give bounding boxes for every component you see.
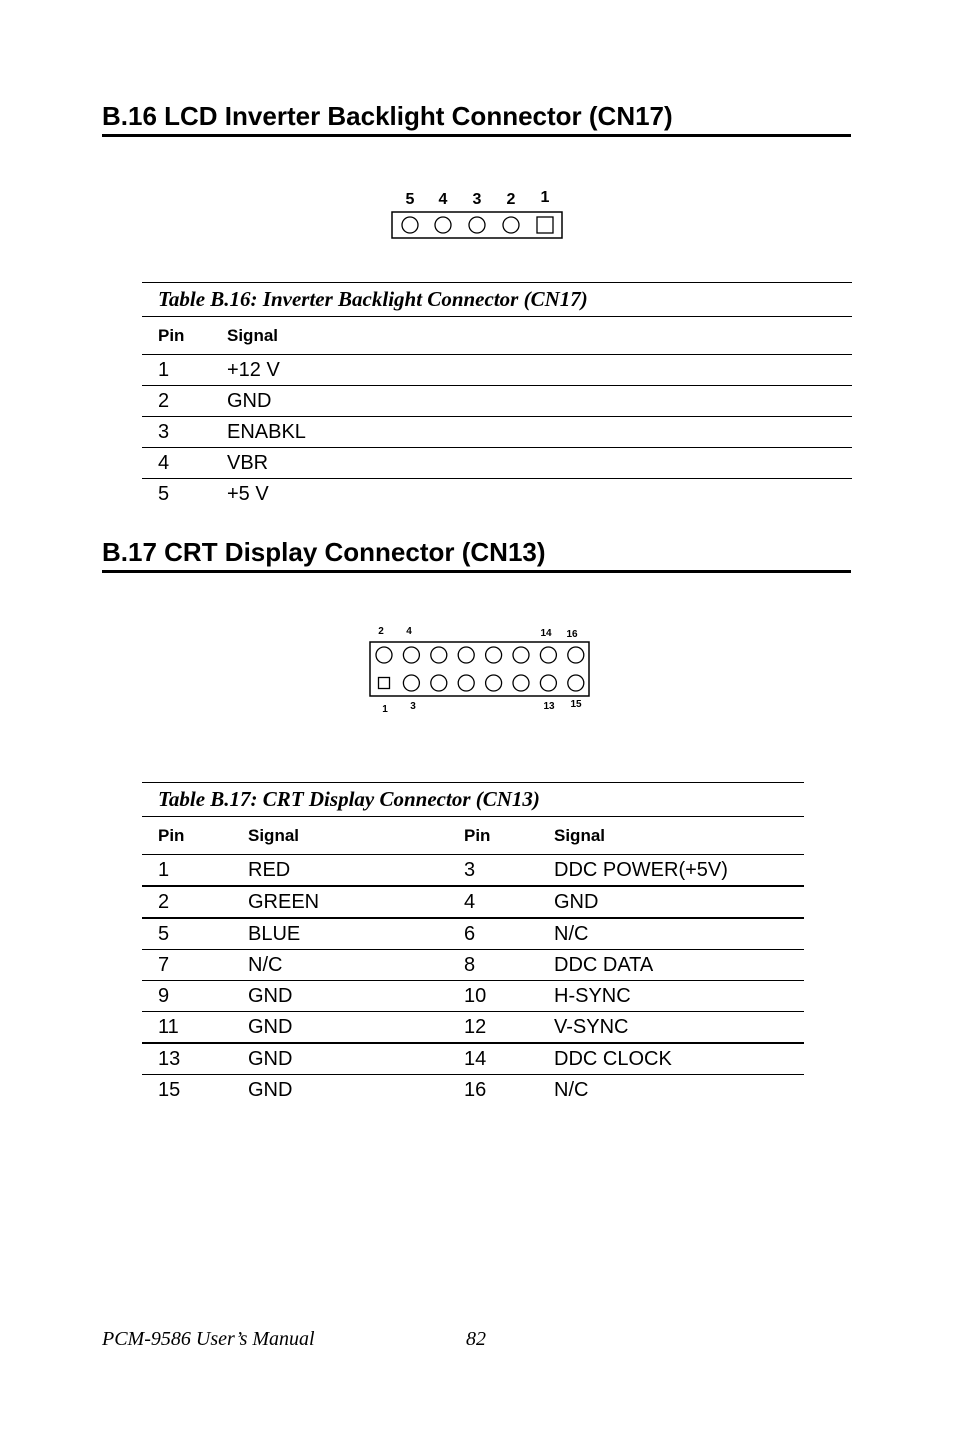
column-header-signal: Signal [538,817,804,855]
table-row [142,1012,804,1044]
signal-cell: V-SYNC [538,1012,804,1044]
pin-cell: 12 [448,1012,538,1044]
signal-cell: DDC DATA [538,950,804,981]
cn13-pin [568,675,584,691]
signal-cell: GND [538,886,804,918]
cn17-pin-1-square [537,217,553,233]
cn13-pin [486,675,502,691]
table-row [142,855,804,887]
pin-cell: 8 [448,950,538,981]
pin-cell: 11 [142,1012,232,1044]
section-title-b17: B.17 CRT Display Connector (CN13) [102,537,851,573]
cn13-pin [513,647,529,663]
pin-cell: 6 [448,918,538,950]
signal-cell: H-SYNC [538,981,804,1012]
table-row [142,1075,804,1106]
signal-cell: N/C [232,950,448,981]
signal-cell: GND [211,386,852,417]
column-header-signal: Signal [232,817,448,855]
cn17-pin-table [142,282,852,509]
pin-cell: 14 [448,1043,538,1075]
cn13-pin [486,647,502,663]
cn17-pin [503,217,519,233]
pin-cell: 7 [142,950,232,981]
signal-cell: N/C [554,1078,589,1101]
footer-page-number: 82 [466,1328,486,1350]
table-row [142,950,804,981]
column-header-pin: Pin [142,317,211,355]
cn13-pin [376,647,392,663]
table-row [142,981,804,1012]
cn13-bottom-label: 15 [570,699,582,710]
signal-cell: ENABKL [211,417,852,448]
cn13-pin [540,647,556,663]
cn13-top-label: 16 [566,629,578,640]
cn13-bottom-label: 13 [543,701,555,712]
signal-cell: +12 V [211,355,852,386]
cn17-pin-label: 2 [506,191,516,208]
cn13-pin [403,647,419,663]
cn13-pin [403,675,419,691]
pin-cell: 10 [448,981,538,1012]
column-header-pin: Pin [448,817,538,855]
cn13-top-label: 4 [406,626,412,637]
cn17-pin-label: 4 [438,191,448,208]
section-title-b16: B.16 LCD Inverter Backlight Connector (CN17) [102,101,851,137]
footer-manual-title: PCM-9586 User’s Manual [102,1328,315,1350]
table-caption: Table B.16: Inverter Backlight Connector (CN17) [142,283,852,317]
cn13-bottom-label: 1 [382,704,388,715]
pin-cell: 2 [142,386,211,417]
pin-cell: 1 [142,355,211,386]
signal-cell: RED [232,855,448,887]
cn13-housing [370,642,589,696]
signal-cell: DDC CLOCK [538,1043,804,1075]
pin-cell: 5 [158,482,170,505]
table-row [142,479,852,510]
cn13-bottom-label: 3 [410,701,416,712]
table-row [142,355,852,386]
signal-cell: VBR [211,448,852,479]
signal-cell: BLUE [232,918,448,950]
cn13-top-label: 14 [540,628,552,639]
cn13-pin [540,675,556,691]
signal-cell: GREEN [232,886,448,918]
pin-cell: 5 [142,918,232,950]
column-header-signal: Signal [211,317,852,355]
signal-cell: N/C [538,918,804,950]
cn13-pin [458,647,474,663]
table-row [142,448,852,479]
cn13-pin [513,675,529,691]
cn13-pin-table [142,782,804,1105]
table-row [142,886,804,918]
signal-cell: GND [248,1078,293,1101]
signal-cell: GND [232,981,448,1012]
pin-cell: 15 [158,1078,181,1101]
table-row [142,1043,804,1075]
cn13-pin [431,647,447,663]
table-caption: Table B.17: CRT Display Connector (CN13) [142,783,804,817]
signal-cell: DDC POWER(+5V) [538,855,804,887]
column-header-pin: Pin [142,817,232,855]
cn13-pin-1-square [379,678,390,689]
signal-cell: GND [232,1012,448,1044]
cn17-pin-label: 5 [405,191,415,208]
cn13-pin [568,647,584,663]
cn17-connector-diagram [388,182,568,244]
pin-cell: 4 [448,886,538,918]
cn17-pin [469,217,485,233]
cn13-pin [458,675,474,691]
signal-cell: GND [232,1043,448,1075]
pin-cell: 9 [142,981,232,1012]
pin-cell: 13 [142,1043,232,1075]
cn13-pin [431,675,447,691]
table-row [142,918,804,950]
pin-cell: 16 [464,1078,487,1101]
table-row [142,386,852,417]
cn17-pin [435,217,451,233]
pin-cell: 3 [142,417,211,448]
cn17-pin-label: 3 [472,191,482,208]
signal-cell: +5 V [227,482,269,505]
table-row [142,417,852,448]
cn13-top-label: 2 [378,626,384,637]
pin-cell: 1 [142,855,232,887]
cn13-connector-diagram [368,622,594,718]
cn17-pin [402,217,418,233]
pin-cell: 2 [142,886,232,918]
pin-cell: 3 [448,855,538,887]
cn17-pin-label: 1 [540,189,550,206]
pin-cell: 4 [142,448,211,479]
